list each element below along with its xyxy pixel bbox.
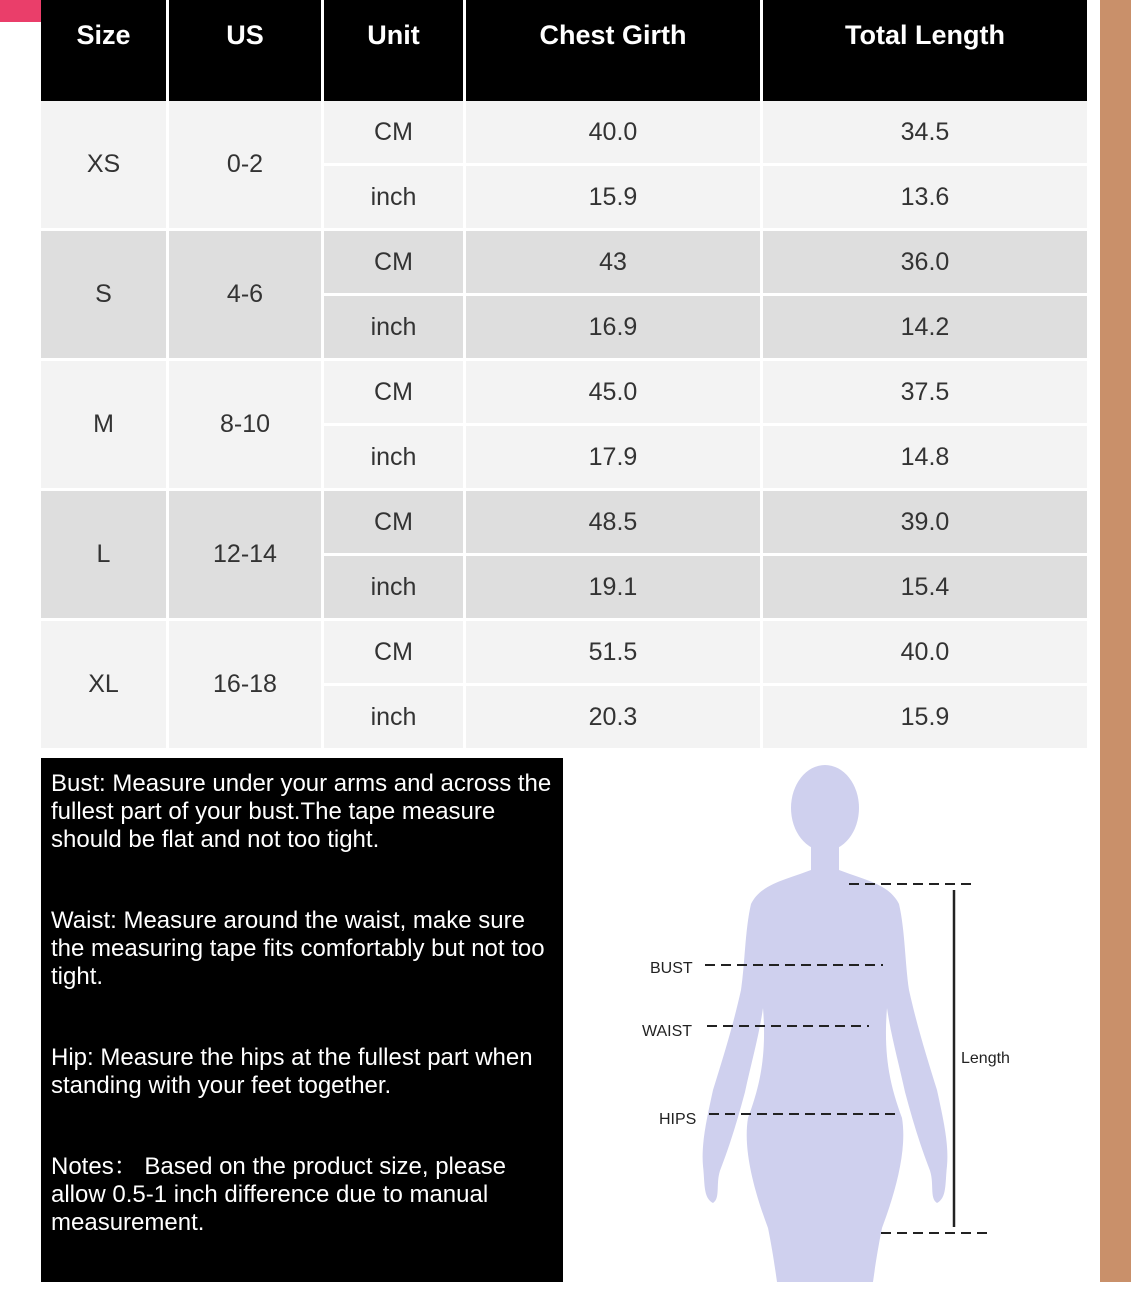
general-note: Notes： Based on the product size, please allow 0.5-1 inch difference due to manual measurement. (51, 1153, 506, 1236)
chest-girth-cell: 51.5 (466, 621, 763, 686)
table-row (41, 491, 1087, 556)
total-length-cell: 15.9 (763, 686, 1087, 751)
header-size: Size (41, 0, 169, 101)
chest-girth-cell: 48.5 (466, 491, 763, 556)
size-chart-table (41, 0, 1087, 751)
size-cell: M (41, 361, 169, 491)
us-size-cell: 4-6 (169, 231, 324, 361)
us-size-cell: 12-14 (169, 491, 324, 621)
us-size-cell: 8-10 (169, 361, 324, 491)
header-chest-girth: Chest Girth (466, 0, 763, 101)
measurement-notes-panel (41, 758, 563, 1282)
size-cell: S (41, 231, 169, 361)
chest-girth-cell: 15.9 (466, 166, 763, 231)
body-measurement-figure (563, 758, 1100, 1282)
unit-cell: inch (324, 426, 466, 491)
chest-girth-cell: 19.1 (466, 556, 763, 621)
header-us: US (169, 0, 324, 101)
header-total-length: Total Length (763, 0, 1087, 101)
total-length-cell: 36.0 (763, 231, 1087, 296)
table-row (41, 361, 1087, 426)
size-cell: XL (41, 621, 169, 751)
total-length-cell: 39.0 (763, 491, 1087, 556)
unit-cell: CM (324, 231, 466, 296)
bust-label: BUST (650, 960, 693, 977)
body-silhouette (703, 765, 948, 1282)
unit-cell: CM (324, 491, 466, 556)
chest-girth-cell: 40.0 (466, 101, 763, 166)
us-size-cell: 16-18 (169, 621, 324, 751)
chest-girth-cell: 45.0 (466, 361, 763, 426)
chest-girth-cell: 20.3 (466, 686, 763, 751)
us-size-cell: 0-2 (169, 101, 324, 231)
total-length-cell: 13.6 (763, 166, 1087, 231)
hip-note: Hip: Measure the hips at the fullest part when standing with your feet together. (51, 1044, 533, 1099)
unit-cell: inch (324, 166, 466, 231)
total-length-cell: 37.5 (763, 361, 1087, 426)
length-label: Length (961, 1050, 1010, 1067)
chest-girth-cell: 16.9 (466, 296, 763, 361)
size-cell: L (41, 491, 169, 621)
header-unit: Unit (324, 0, 466, 101)
total-length-cell: 34.5 (763, 101, 1087, 166)
total-length-cell: 14.8 (763, 426, 1087, 491)
table-row (41, 101, 1087, 166)
chest-girth-cell: 43 (466, 231, 763, 296)
total-length-cell: 40.0 (763, 621, 1087, 686)
chest-girth-cell: 17.9 (466, 426, 763, 491)
unit-cell: inch (324, 686, 466, 751)
table-row (41, 621, 1087, 686)
unit-cell: inch (324, 556, 466, 621)
unit-cell: CM (324, 361, 466, 426)
waist-note: Waist: Measure around the waist, make sure the measuring tape fits comfortably but not too tight. (51, 907, 545, 990)
background-strip (1100, 0, 1131, 1282)
total-length-cell: 15.4 (763, 556, 1087, 621)
bust-note: Bust: Measure under your arms and across the fullest part of your bust.The tape measure should be flat and not too tight. (51, 770, 552, 853)
table-row (41, 231, 1087, 296)
unit-cell: CM (324, 101, 466, 166)
waist-label: WAIST (642, 1023, 693, 1040)
total-length-cell: 14.2 (763, 296, 1087, 361)
unit-cell: inch (324, 296, 466, 361)
unit-cell: CM (324, 621, 466, 686)
table-header-row (41, 0, 1087, 101)
hips-label: HIPS (659, 1111, 697, 1128)
size-cell: XS (41, 101, 169, 231)
